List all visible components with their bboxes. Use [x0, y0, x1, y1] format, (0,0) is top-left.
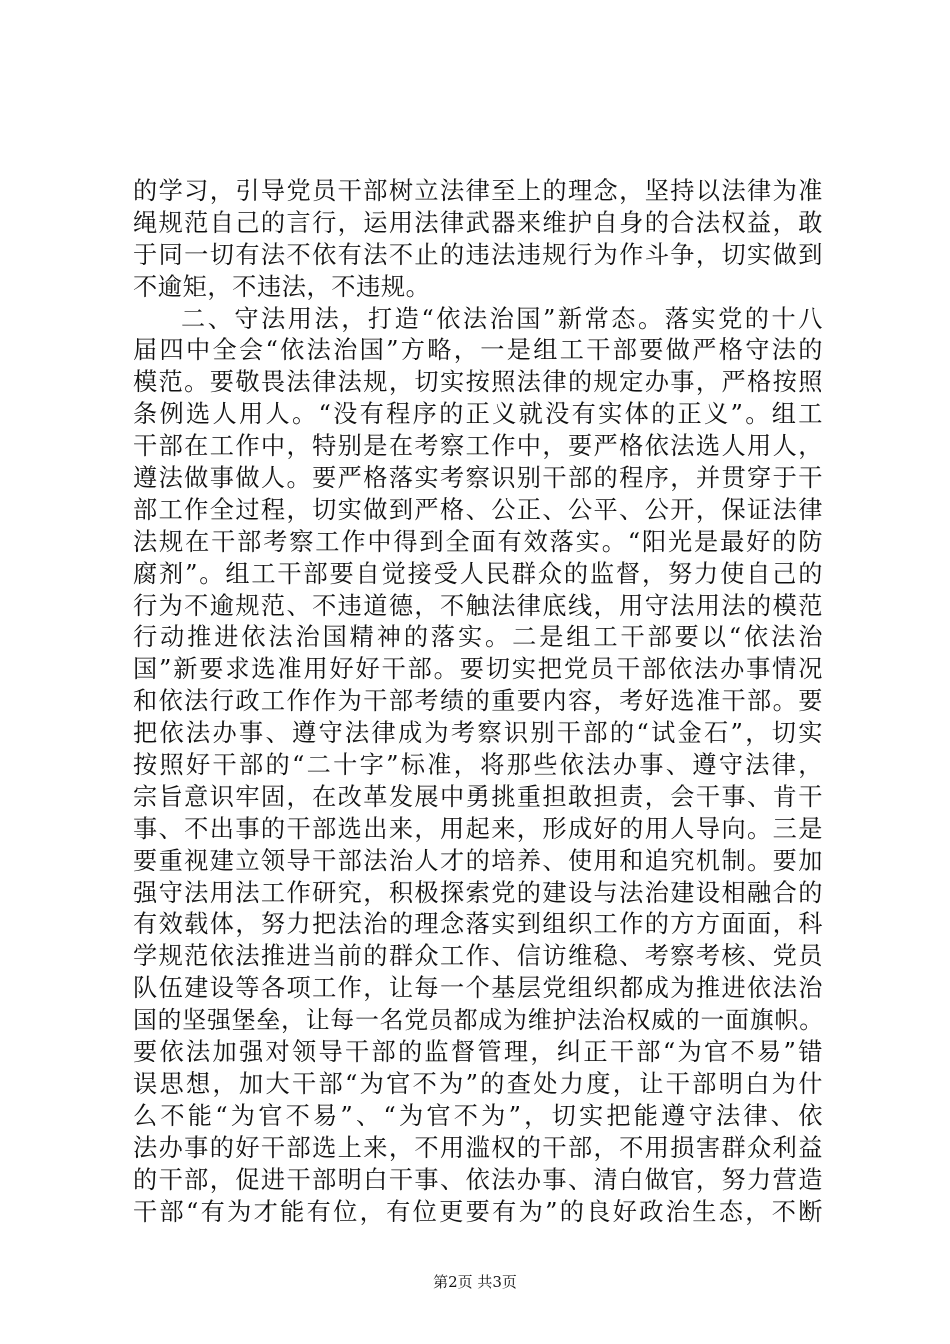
text-line: 事、不出事的干部选出来，用起来，形成好的用人导向。三是 [133, 814, 823, 843]
page-number: 第2页 共3页 [433, 1273, 517, 1291]
text-line: 绳规范自己的言行，运用法律武器来维护自身的合法权益，敢 [133, 208, 823, 237]
text-line: 和依法行政工作作为干部考绩的重要内容，考好选准干部。要 [133, 687, 823, 716]
text-line: 干部“有为才能有位，有位更要有为”的良好政治生态，不断 [133, 1197, 823, 1226]
text-line: 误思想，加大干部“为官不为”的查处力度，让干部明白为什 [133, 1069, 823, 1098]
text-line: 宗旨意识牢固，在改革发展中勇挑重担敢担责，会干事、肯干 [133, 782, 823, 811]
text-line: 部工作全过程，切实做到严格、公正、公平、公开，保证法律 [133, 495, 823, 524]
text-line: 按照好干部的“二十字”标准，将那些依法办事、遵守法律， [133, 751, 823, 780]
body-text [133, 176, 823, 1228]
text-line: 法办事的好干部选上来，不用滥权的干部，不用损害群众利益 [133, 1133, 823, 1162]
text-line: 于同一切有法不依有法不止的违法违规行为作斗争，切实做到 [133, 240, 823, 269]
text-line: 强守法用法工作研究，积极探索党的建设与法治建设相融合的 [133, 878, 823, 907]
paragraph-heading-line: 二、守法用法，打造“依法治国”新常态。落实党的十八 [181, 304, 823, 333]
text-line: 要依法加强对领导干部的监督管理，纠正干部“为官不易”错 [133, 1038, 823, 1067]
page-footer [0, 1272, 950, 1292]
text-line: 不逾矩，不违法，不违规。 [133, 272, 431, 301]
text-line: 干部在工作中，特别是在考察工作中，要严格依法选人用人， [133, 432, 823, 461]
text-line: 要重视建立领导干部法治人才的培养、使用和追究机制。要加 [133, 846, 823, 875]
text-line: 法规在干部考察工作中得到全面有效落实。“阳光是最好的防 [133, 527, 823, 556]
text-line: 国”新要求选准用好好干部。要切实把党员干部依法办事情况 [133, 655, 823, 684]
text-line: 行动推进依法治国精神的落实。二是组工干部要以“依法治 [133, 623, 823, 652]
text-line: 学规范依法推进当前的群众工作、信访维稳、考察考核、党员 [133, 942, 823, 971]
text-line: 有效载体，努力把法治的理念落实到组织工作的方方面面，科 [133, 910, 823, 939]
text-line: 么不能“为官不易”、“为官不为”，切实把能遵守法律、依 [133, 1101, 823, 1130]
text-line: 遵法做事做人。要严格落实考察识别干部的程序，并贯穿于干 [133, 464, 823, 493]
text-line: 条例选人用人。“没有程序的正义就没有实体的正义”。组工 [133, 400, 823, 429]
text-line: 的学习，引导党员干部树立法律至上的理念，坚持以法律为准 [133, 177, 823, 205]
text-line: 腐剂”。组工干部要自觉接受人民群众的监督，努力使自己的 [133, 559, 823, 588]
text-line: 队伍建设等各项工作，让每一个基层党组织都成为推进依法治 [133, 974, 823, 1003]
text-line: 届四中全会“依法治国”方略，一是组工干部要做严格守法的 [133, 336, 823, 365]
text-line: 国的坚强堡垒，让每一名党员都成为维护法治权威的一面旗帜。 [133, 1006, 823, 1035]
text-line: 的干部，促进干部明白干事、依法办事、清白做官，努力营造 [133, 1165, 823, 1194]
text-line: 模范。要敬畏法律法规，切实按照法律的规定办事，严格按照 [133, 368, 823, 397]
text-line: 把依法办事、遵守法律成为考察识别干部的“试金石”，切实 [133, 719, 823, 748]
text-line: 行为不逾规范、不违道德，不触法律底线，用守法用法的模范 [133, 591, 823, 620]
